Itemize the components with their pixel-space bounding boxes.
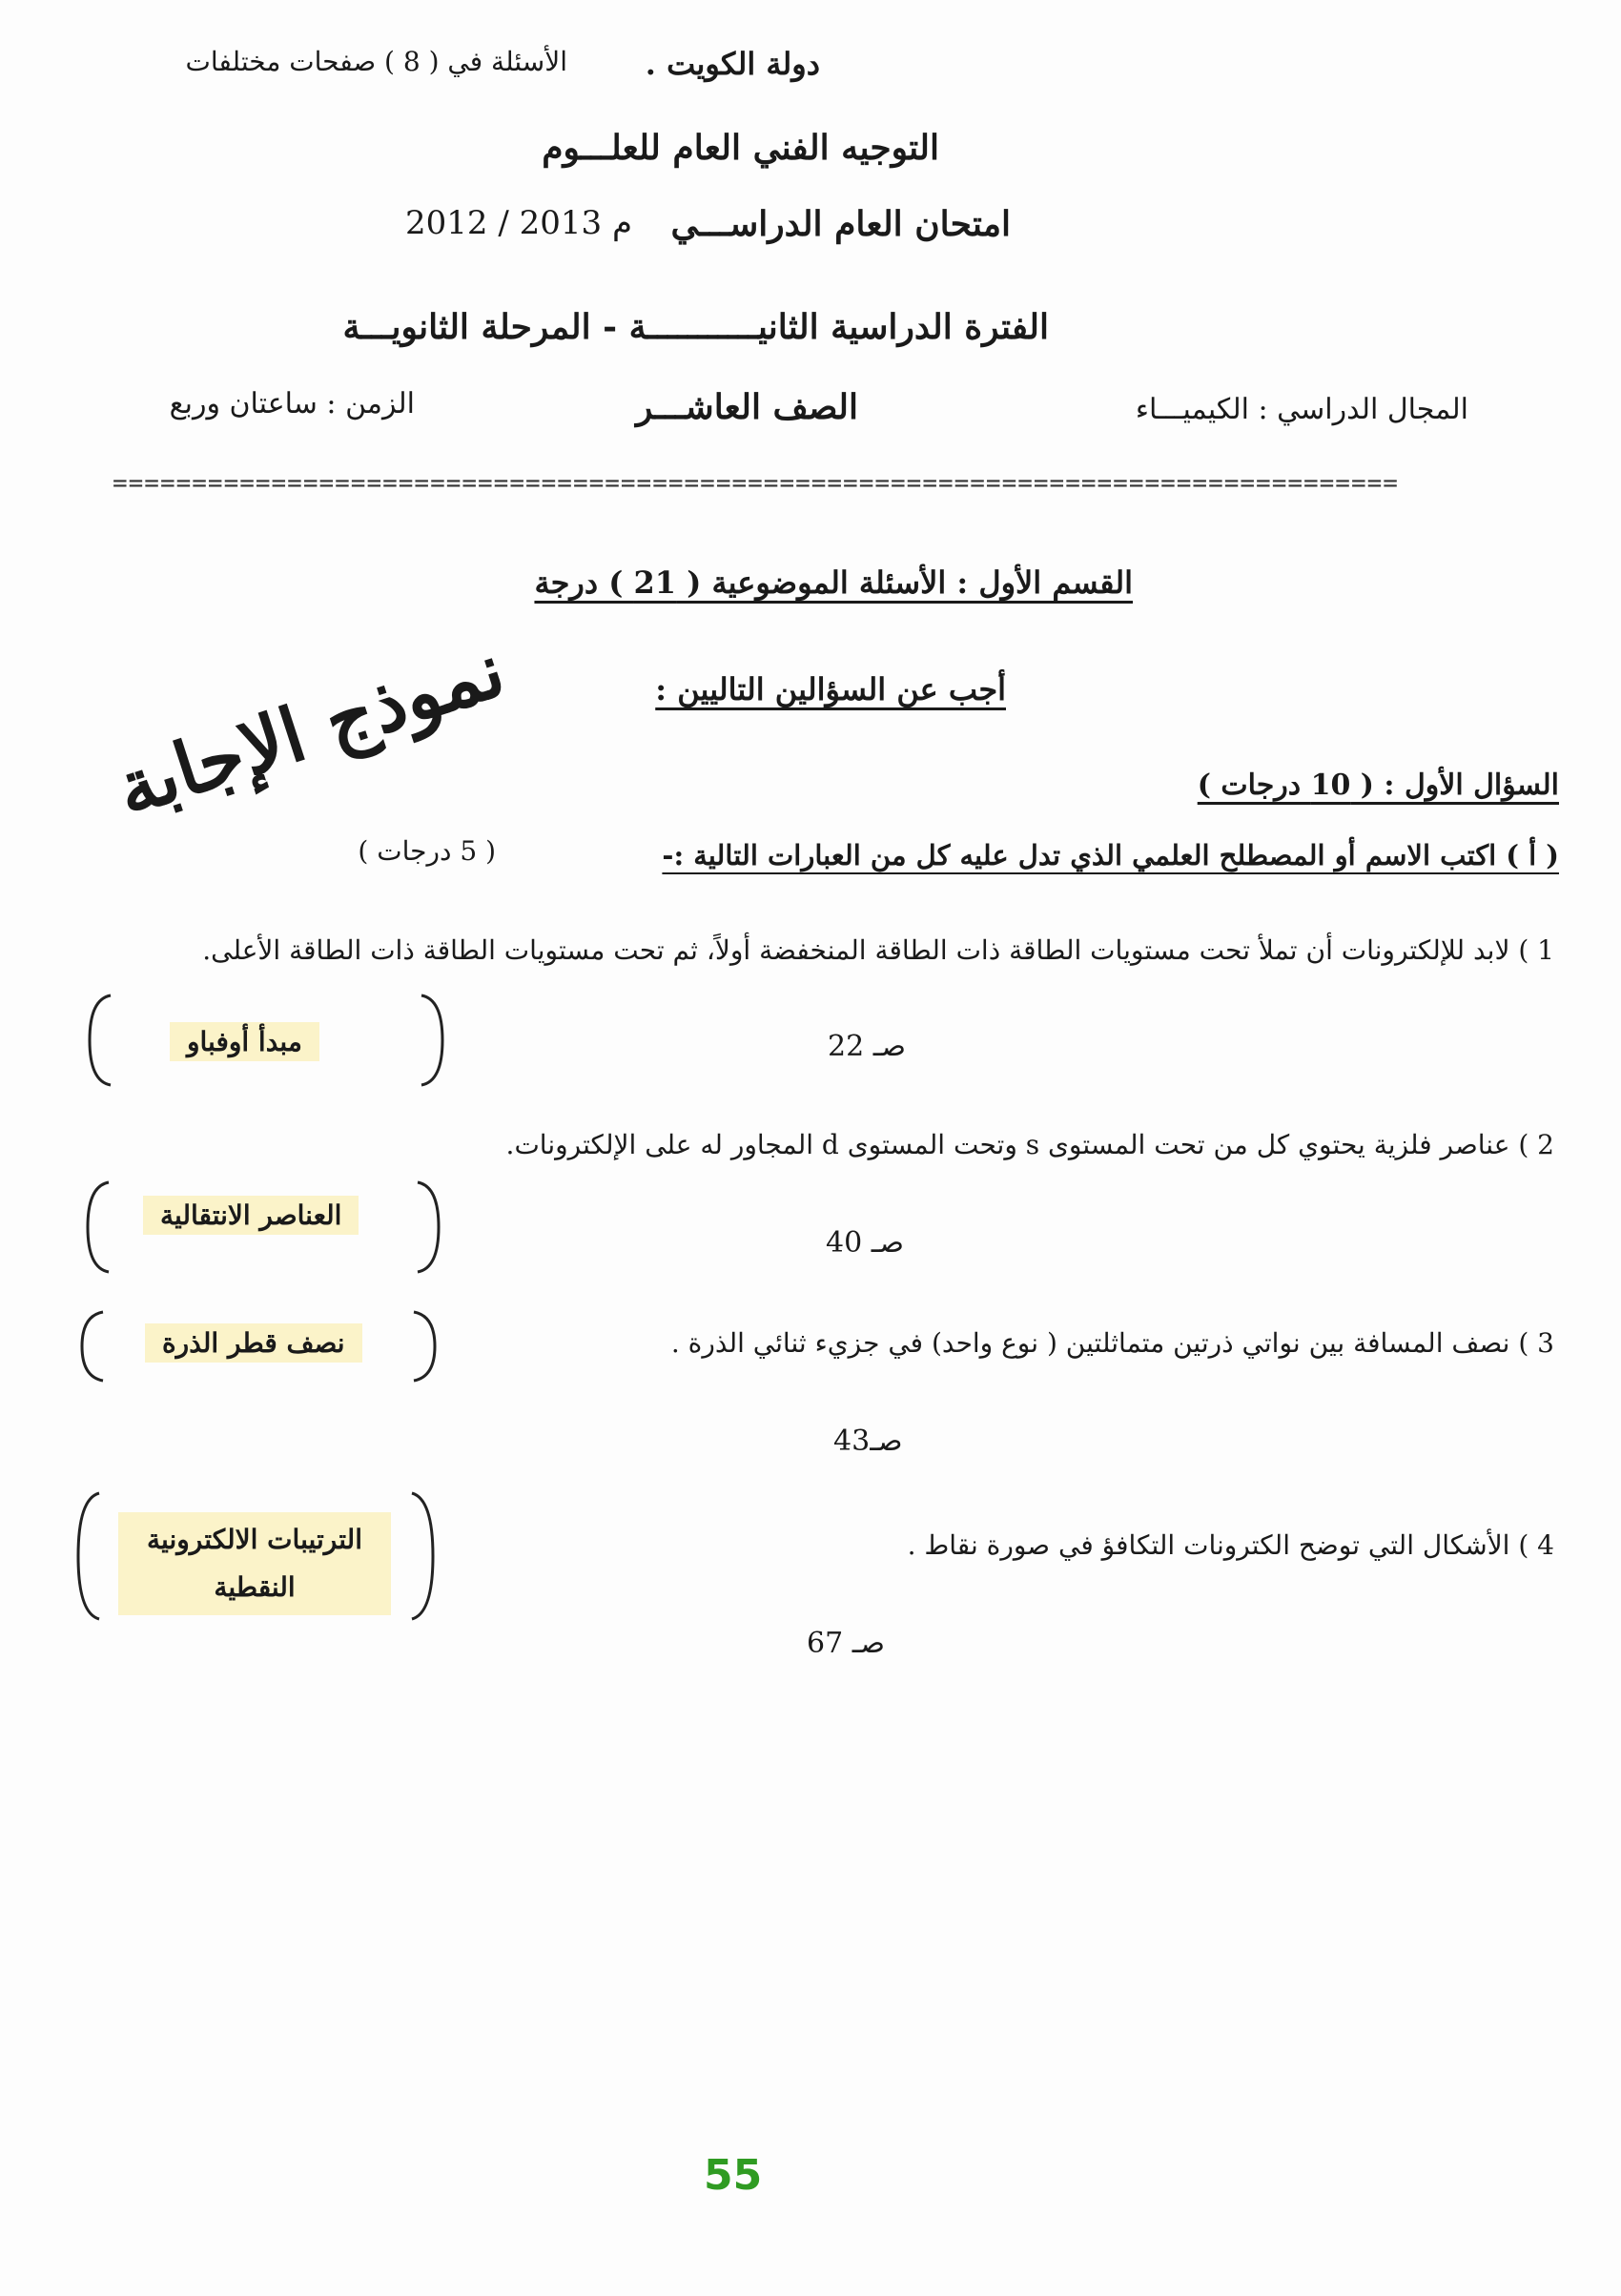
answer-bracket-right [414,1179,444,1276]
exam-period: الفترة الدراسية الثانيـــــــــــة - المرحلة الثانويـــة [342,307,1049,347]
country-name: دولة الكويت . [645,46,820,82]
answer-2: العناصر الانتقالية [143,1196,359,1235]
page-ref-4: صـ 67 [807,1627,885,1660]
answer-bracket-right [408,1489,439,1623]
question-item-4: 4 ) الأشكال التي توضح الكترونات التكافؤ في صورة نقاط . [907,1529,1554,1561]
page-ref-2: صـ 40 [826,1226,904,1260]
answer-bracket-left [76,1308,107,1384]
subject-field: المجال الدراسي : الكيميـــاء [1135,393,1468,426]
answer-key-stamp: نموذج الإجابة [106,626,515,833]
exam-title: امتحان العام الدراســـي [670,204,1011,244]
exam-duration: الزمن : ساعتان وربع [169,387,415,420]
pages-note: الأسئلة في ( 8 ) صفحات مختلفات [185,46,567,77]
exam-year: 2012 / 2013 م [405,204,632,242]
answer-bracket-left [72,1489,103,1623]
section-instruction: أجب عن السؤالين التاليين : [655,671,1006,707]
answer-bracket-left [84,992,114,1089]
page-ref-1: صـ 22 [828,1030,906,1063]
answer-bracket-left [82,1179,113,1276]
question-item-2: 2 ) عناصر فلزية يحتوي كل من تحت المستوى s وتحت المستوى d المجاور له على الإلكترونات. [505,1129,1554,1160]
answer-bracket-right [410,1308,441,1384]
directorate-title: التوجيه الفني العام للعلـــوم [542,128,939,168]
question-item-1: 1 ) لابد للإلكترونات أن تملأ تحت مستويات الطاقة ذات الطاقة المنخفضة أولاً، ثم تحت مستويات الطاقة ذات الطاقة الأعلى. [202,934,1554,966]
grade-label: الصف العاشـــر [636,387,858,427]
page-number: 55 [704,2151,763,2200]
question1-part-points: ( 5 درجات ) [358,835,496,867]
answer-1: مبدأ أوفباو [170,1022,319,1061]
answer-3: نصف قطر الذرة [145,1323,362,1363]
answer-bracket-right [418,992,448,1089]
question-item-3: 3 ) نصف المسافة بين نواتي ذرتين متماثلتين ( نوع واحد) في جزيء ثنائي الذرة . [670,1327,1554,1359]
answer-4: الترتيبات الالكترونية النقطية [118,1512,391,1615]
page-ref-3: صـ43 [833,1425,903,1458]
section-title: القسم الأول : الأسئلة الموضوعية ( 21 ) درجة [534,564,1133,601]
question1-label: السؤال الأول : ( 10 درجات ) [1197,769,1559,802]
question1-part-a: ( أ ) اكتب الاسم أو المصطلح العلمي الذي تدل عليه كل من العبارات التالية :- [662,839,1559,871]
header-separator: ================================================================================= [113,469,1399,498]
